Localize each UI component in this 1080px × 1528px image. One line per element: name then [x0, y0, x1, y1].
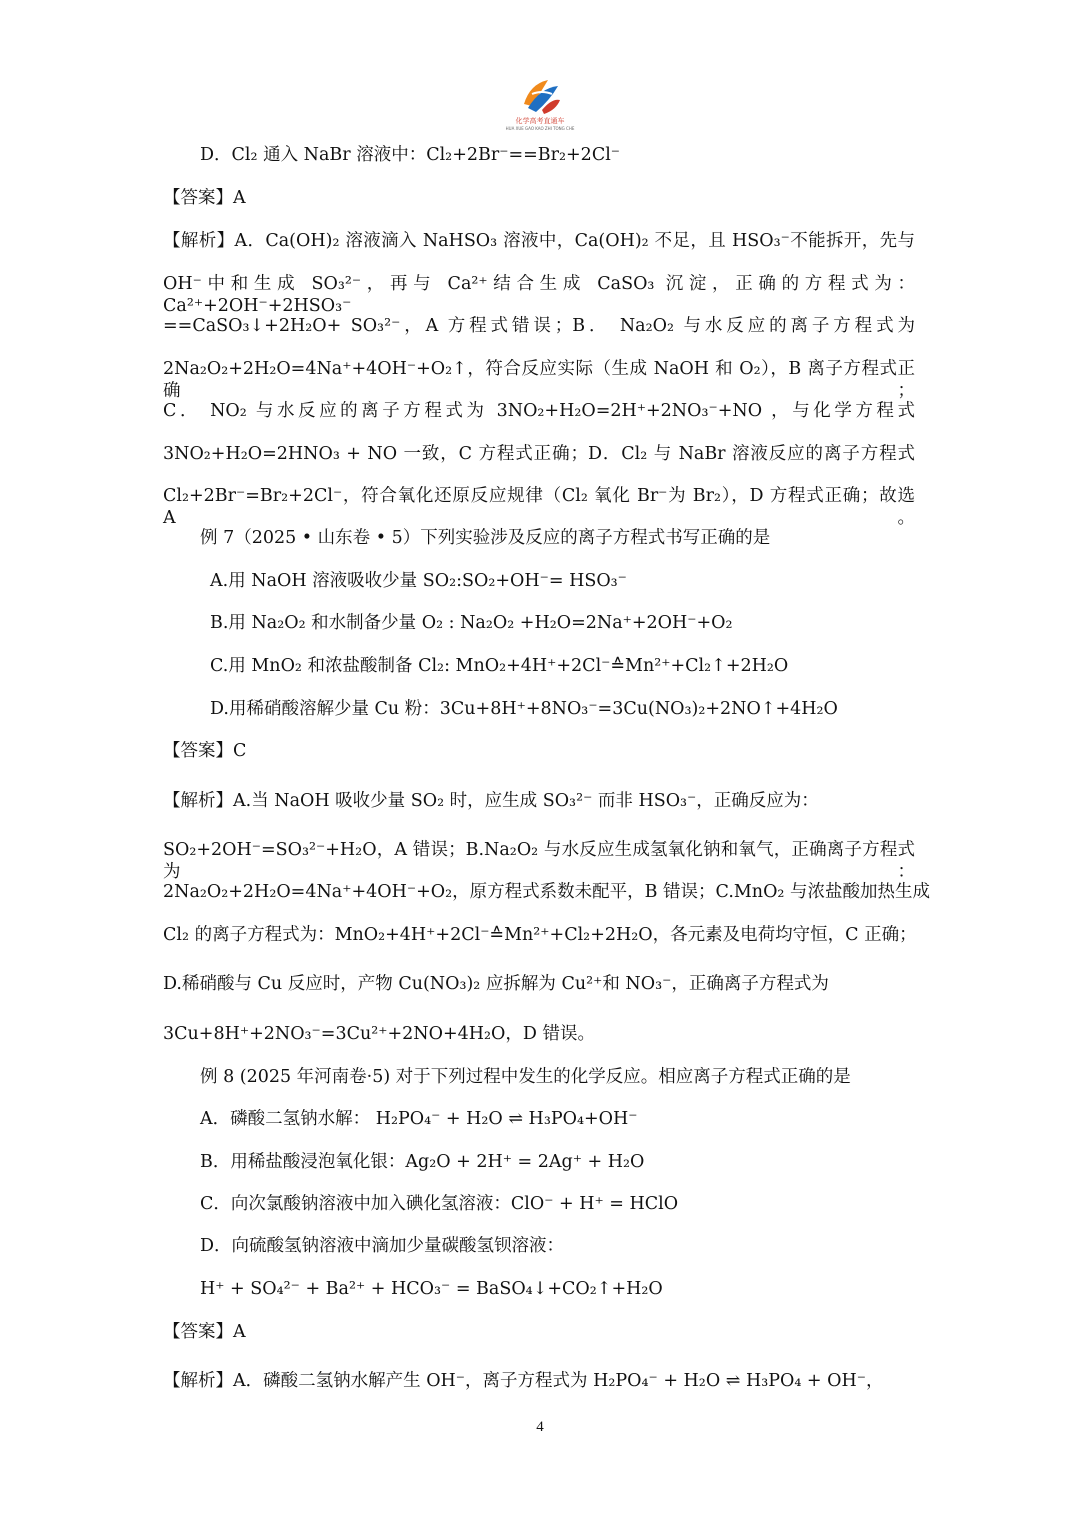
analysis-line: OH⁻中和生成 SO₃²⁻，再与 Ca²⁺结合生成 CaSO₃ 沉淀，正确的方程式为：Ca²⁺+2OH⁻+2HSO₃⁻ — [163, 274, 915, 316]
analysis-line: 2Na₂O₂+2H₂O=4Na⁺+4OH⁻+O₂↑，符合反应实际（生成 NaOH 和 O₂），B 离子方程式正确； — [163, 359, 915, 401]
analysis-line: C． NO₂ 与水反应的离子方程式为 3NO₂+H₂O=2H⁺+2NO₃⁻+NO ，与化学方程式 — [163, 401, 915, 421]
answer-line: 【答案】C — [163, 741, 247, 761]
option-b-line: B.用 Na₂O₂ 和水制备少量 O₂ : Na₂O₂ +H₂O=2Na⁺+2OH⁻+O₂ — [210, 613, 733, 633]
analysis-line: D.稀硝酸与 Cu 反应时，产物 Cu(NO₃)₂ 应拆解为 Cu²⁺和 NO₃⁻，正确离子方程式为 — [163, 974, 829, 994]
logo-name: 化学高考直通车 — [515, 117, 565, 125]
option-c-line: C．向次氯酸钠溶液中加入碘化氢溶液：ClO⁻ + H⁺ = HClO — [200, 1194, 679, 1214]
analysis-line: Cl₂ 的离子方程式为：MnO₂+4H⁺+2Cl⁻≙Mn²⁺+Cl₂+2H₂O，各元素及电荷均守恒，C 正确； — [163, 925, 917, 945]
analysis-line: 【解析】A.当 NaOH 吸收少量 SO₂ 时，应生成 SO₃²⁻ 而非 HSO₃⁻，正确反应为： — [163, 791, 819, 811]
option-b-line: B．用稀盐酸浸泡氧化银：Ag₂O + 2H⁺ = 2Ag⁺ + H₂O — [200, 1152, 645, 1172]
analysis-line: 3Cu+8H⁺+2NO₃⁻=3Cu²⁺+2NO+4H₂O，D 错误。 — [163, 1024, 595, 1044]
analysis-line: 2Na₂O₂+2H₂O=4Na⁺+4OH⁻+O₂，原方程式系数未配平，B 错误；C.MnO₂ 与浓盐酸加热生成 — [163, 882, 930, 902]
page-number: 4 — [536, 1419, 544, 1435]
option-c-line: C.用 MnO₂ 和浓盐酸制备 Cl₂: MnO₂+4H⁺+2Cl⁻≙Mn²⁺+Cl₂↑+2H₂O — [210, 656, 789, 676]
answer-line: 【答案】A — [163, 1322, 246, 1342]
answer-line: 【答案】A — [163, 188, 246, 208]
logo-emblem-icon — [502, 76, 578, 116]
example-7-title: 例 7（2025 • 山东卷 • 5）下列实验涉及反应的离子方程式书写正确的是 — [200, 528, 771, 548]
option-d-line: D.用稀硝酸溶解少量 Cu 粉：3Cu+8H⁺+8NO₃⁻=3Cu(NO₃)₂+2NO↑+4H₂O — [210, 699, 838, 719]
analysis-line: SO₂+2OH⁻=SO₃²⁻+H₂O，A 错误；B.Na₂O₂ 与水反应生成氢氧化钠和氧气，正确离子方程式为： — [163, 840, 915, 882]
option-a-line: A.用 NaOH 溶液吸收少量 SO₂:SO₂+OH⁻= HSO₃⁻ — [210, 571, 627, 591]
analysis-line: 【解析】A．Ca(OH)₂ 溶液滴入 NaHSO₃ 溶液中，Ca(OH)₂ 不足，且 HSO₃⁻不能拆开，先与 — [163, 231, 915, 251]
analysis-line: 3NO₂+H₂O=2HNO₃ + NO 一致，C 方程式正确；D．Cl₂ 与 NaBr 溶液反应的离子方程式 — [163, 444, 915, 464]
option-d-equation: H⁺ + SO₄²⁻ + Ba²⁺ + HCO₃⁻ = BaSO₄↓+CO₂↑+H₂O — [200, 1279, 663, 1299]
publisher-logo — [502, 76, 578, 134]
option-a-line: A．磷酸二氢钠水解： H₂PO₄⁻ + H₂O ⇌ H₃PO₄+OH⁻ — [200, 1109, 638, 1129]
analysis-line: 【解析】A．磷酸二氢钠水解产生 OH⁻，离子方程式为 H₂PO₄⁻ + H₂O ⇌ H₃PO₄ + OH⁻， — [163, 1371, 884, 1391]
option-d-line: D．Cl₂ 通入 NaBr 溶液中：Cl₂+2Br⁻==Br₂+2Cl⁻ — [200, 145, 621, 165]
analysis-line: ==CaSO₃↓+2H₂O+ SO₃²⁻，A 方程式错误；B． Na₂O₂ 与水反应的离子方程式为 — [163, 316, 915, 336]
analysis-line: Cl₂+2Br⁻=Br₂+2Cl⁻，符合氧化还原反应规律（Cl₂ 氧化 Br⁻为 Br₂），D 方程式正确；故选 A。 — [163, 486, 915, 528]
example-8-title: 例 8 (2025 年河南卷·5) 对于下列过程中发生的化学反应。相应离子方程式正确的是 — [200, 1067, 851, 1087]
option-d-line: D．向硫酸氢钠溶液中滴加少量碳酸氢钡溶液： — [200, 1236, 565, 1256]
logo-subtitle: HUA XUE GAO KAO ZHI TONG CHE — [505, 126, 575, 131]
